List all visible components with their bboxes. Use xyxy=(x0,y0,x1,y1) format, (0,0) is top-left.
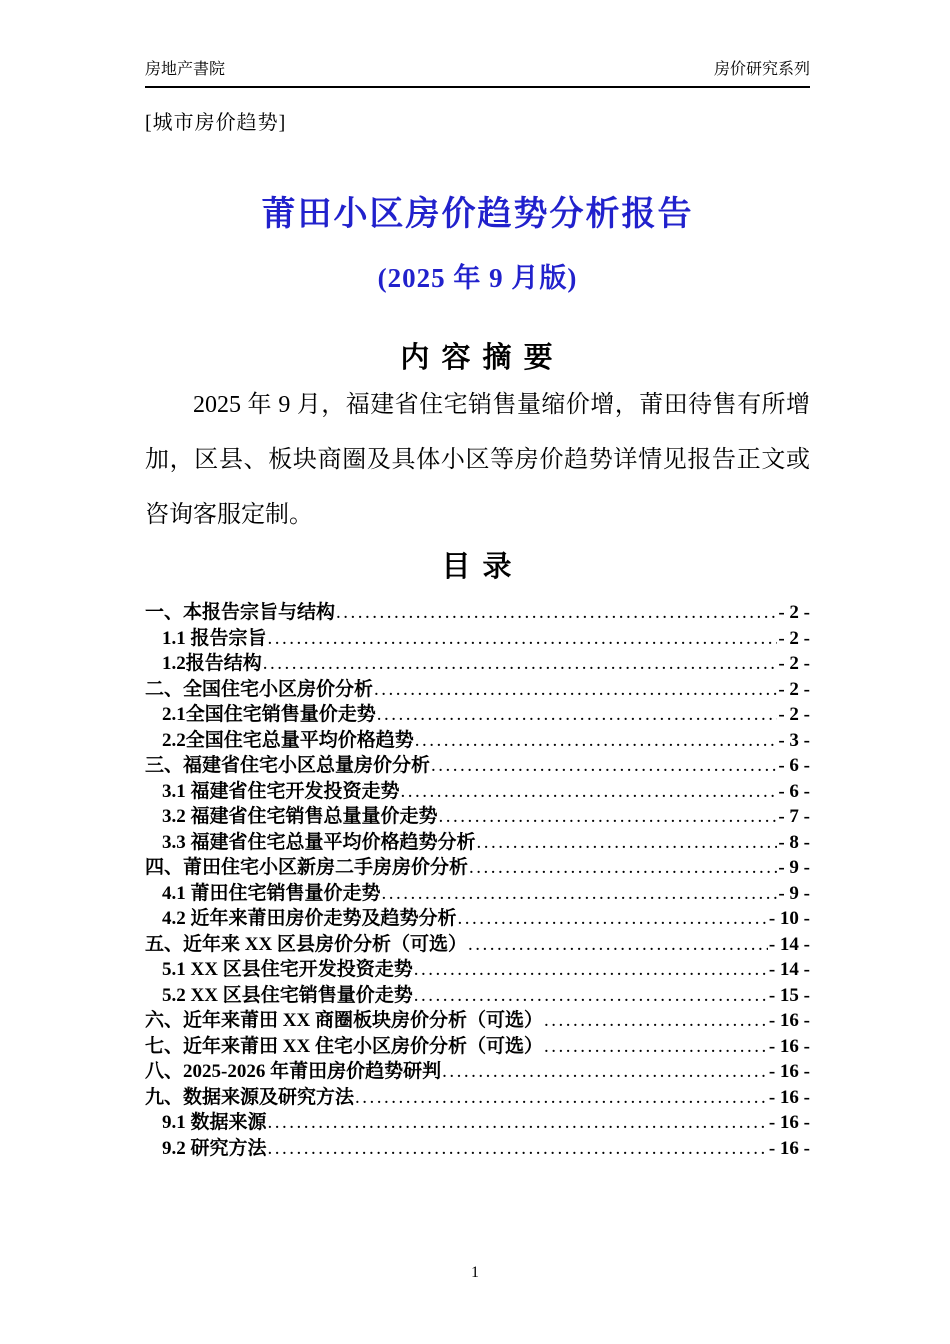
toc-leader-dots xyxy=(442,1061,768,1083)
toc-entry[interactable] xyxy=(145,648,810,674)
report-subtitle: (2025 年 9 月版) xyxy=(377,263,578,293)
abstract-heading: 内 容 摘 要 xyxy=(400,342,555,374)
toc-leader-dots xyxy=(355,1087,768,1109)
toc-entry[interactable] xyxy=(145,725,810,751)
toc-entry-label: 4.1 莆田住宅销售量价走势 xyxy=(162,882,381,904)
abstract-paragraph: 2025 年 9 月，福建省住宅销售量缩价增，莆田待售有所增加，区县、板块商圈及具体小区等房价趋势详情见报告正文或咨询客服定制。 xyxy=(145,392,810,528)
toc-entry-label: 5.1 XX 区县住宅开发投资走势 xyxy=(162,959,413,980)
toc-entry-page: - 8 - xyxy=(778,831,810,853)
toc-leader-dots xyxy=(268,1112,768,1134)
toc-entry[interactable] xyxy=(145,750,810,776)
toc-entry-page: - 2 - xyxy=(778,678,810,700)
toc-leader-dots xyxy=(468,934,768,956)
toc-entry-page: - 2 - xyxy=(778,704,810,725)
toc-entry-page: - 2 - xyxy=(778,627,810,649)
toc-entry-label: 9.2 研究方法 xyxy=(162,1137,267,1159)
toc-entry-label: 九、数据来源及研究方法 xyxy=(145,1086,355,1108)
toc-entry[interactable] xyxy=(145,1005,810,1031)
toc-entry-page: - 15 - xyxy=(768,984,810,1006)
toc-entry-label: 3.3 福建省住宅总量平均价格趋势分析 xyxy=(162,831,476,853)
toc-entry[interactable] xyxy=(145,1031,810,1057)
toc-entry-page: - 2 - xyxy=(778,602,810,623)
toc-heading: 目 录 xyxy=(441,551,514,583)
toc-entry[interactable] xyxy=(145,954,810,980)
toc-entry-label: 4.2 近年来莆田房价走势及趋势分析 xyxy=(162,908,457,929)
toc-leader-dots xyxy=(469,857,777,879)
toc-entry[interactable] xyxy=(145,1107,810,1133)
toc-entry-label: 六、近年来莆田 XX 商圈板块房价分析（可选） xyxy=(145,1010,543,1031)
toc-entry-page: - 14 - xyxy=(768,959,810,980)
toc-entry-page: - 14 - xyxy=(768,933,810,955)
page-header xyxy=(145,60,810,88)
page-number: 1 xyxy=(471,1264,479,1281)
header-left-text: 房地产書院 xyxy=(145,61,226,78)
toc-entry[interactable] xyxy=(145,929,810,955)
table-of-contents xyxy=(145,597,810,1158)
toc-entry[interactable] xyxy=(145,1133,810,1159)
toc-entry-label: 3.1 福建省住宅开发投资走势 xyxy=(162,780,400,802)
toc-entry-label: 一、本报告宗旨与结构 xyxy=(145,602,336,623)
toc-entry-page: - 3 - xyxy=(778,729,810,751)
series-tagline: [城市房价趋势] xyxy=(145,112,287,134)
toc-leader-dots xyxy=(439,806,778,828)
toc-entry-label: 1.1 报告宗旨 xyxy=(162,627,267,649)
toc-entry-label: 2.2全国住宅总量平均价格趋势 xyxy=(162,729,414,751)
toc-leader-dots xyxy=(401,781,778,803)
toc-leader-dots xyxy=(263,653,778,675)
toc-entry[interactable] xyxy=(145,801,810,827)
toc-entry-label: 2.1全国住宅销售量价走势 xyxy=(162,704,376,725)
toc-entry-label: 5.2 XX 区县住宅销售量价走势 xyxy=(162,984,413,1006)
toc-entry[interactable] xyxy=(145,1056,810,1082)
toc-entry-label: 3.2 福建省住宅销售总量量价走势 xyxy=(162,806,438,827)
toc-leader-dots xyxy=(415,730,778,752)
toc-entry[interactable] xyxy=(145,776,810,802)
toc-entry[interactable] xyxy=(145,827,810,853)
toc-entry-page: - 16 - xyxy=(768,1010,810,1031)
report-title: 莆田小区房价趋势分析报告 xyxy=(261,196,694,233)
toc-entry[interactable] xyxy=(145,597,810,623)
toc-leader-dots xyxy=(477,832,778,854)
toc-leader-dots xyxy=(544,1036,768,1058)
toc-entry-page: - 16 - xyxy=(768,1112,810,1133)
toc-leader-dots xyxy=(382,883,778,905)
toc-entry-label: 三、福建省住宅小区总量房价分析 xyxy=(145,755,431,776)
toc-entry[interactable] xyxy=(145,980,810,1006)
toc-entry-label: 二、全国住宅小区房价分析 xyxy=(145,678,374,700)
toc-entry-page: - 6 - xyxy=(778,780,810,802)
toc-entry-page: - 9 - xyxy=(778,882,810,904)
toc-leader-dots xyxy=(458,908,768,930)
toc-entry[interactable] xyxy=(145,674,810,700)
toc-entry[interactable] xyxy=(145,623,810,649)
toc-entry-page: - 2 - xyxy=(778,653,810,674)
toc-entry-page: - 16 - xyxy=(768,1137,810,1159)
toc-entry[interactable] xyxy=(145,699,810,725)
toc-entry[interactable] xyxy=(145,1082,810,1108)
toc-entry-label: 七、近年来莆田 XX 住宅小区房价分析（可选） xyxy=(145,1035,543,1057)
toc-entry[interactable] xyxy=(145,903,810,929)
toc-leader-dots xyxy=(377,704,778,726)
toc-leader-dots xyxy=(414,959,768,981)
toc-entry-page: - 16 - xyxy=(768,1035,810,1057)
toc-leader-dots xyxy=(336,602,777,624)
toc-leader-dots xyxy=(431,755,777,777)
toc-entry-page: - 6 - xyxy=(778,755,810,776)
toc-entry-page: - 16 - xyxy=(768,1061,810,1082)
header-right-text: 房价研究系列 xyxy=(713,61,810,78)
toc-entry-label: 9.1 数据来源 xyxy=(162,1112,267,1133)
toc-entry[interactable] xyxy=(145,852,810,878)
toc-leader-dots xyxy=(268,628,778,650)
toc-entry-page: - 16 - xyxy=(768,1086,810,1108)
toc-entry-label: 四、莆田住宅小区新房二手房房价分析 xyxy=(145,857,469,878)
toc-entry-label: 八、2025-2026 年莆田房价趋势研判 xyxy=(145,1061,442,1082)
toc-entry-page: - 9 - xyxy=(778,857,810,878)
toc-entry[interactable] xyxy=(145,878,810,904)
toc-entry-label: 五、近年来 XX 区县房价分析（可选） xyxy=(145,933,467,955)
toc-entry-page: - 7 - xyxy=(778,806,810,827)
toc-entry-label: 1.2报告结构 xyxy=(162,653,262,674)
toc-entry-page: - 10 - xyxy=(768,908,810,929)
toc-leader-dots xyxy=(374,679,777,701)
toc-leader-dots xyxy=(268,1138,768,1160)
toc-leader-dots xyxy=(544,1010,768,1032)
toc-leader-dots xyxy=(414,985,768,1007)
